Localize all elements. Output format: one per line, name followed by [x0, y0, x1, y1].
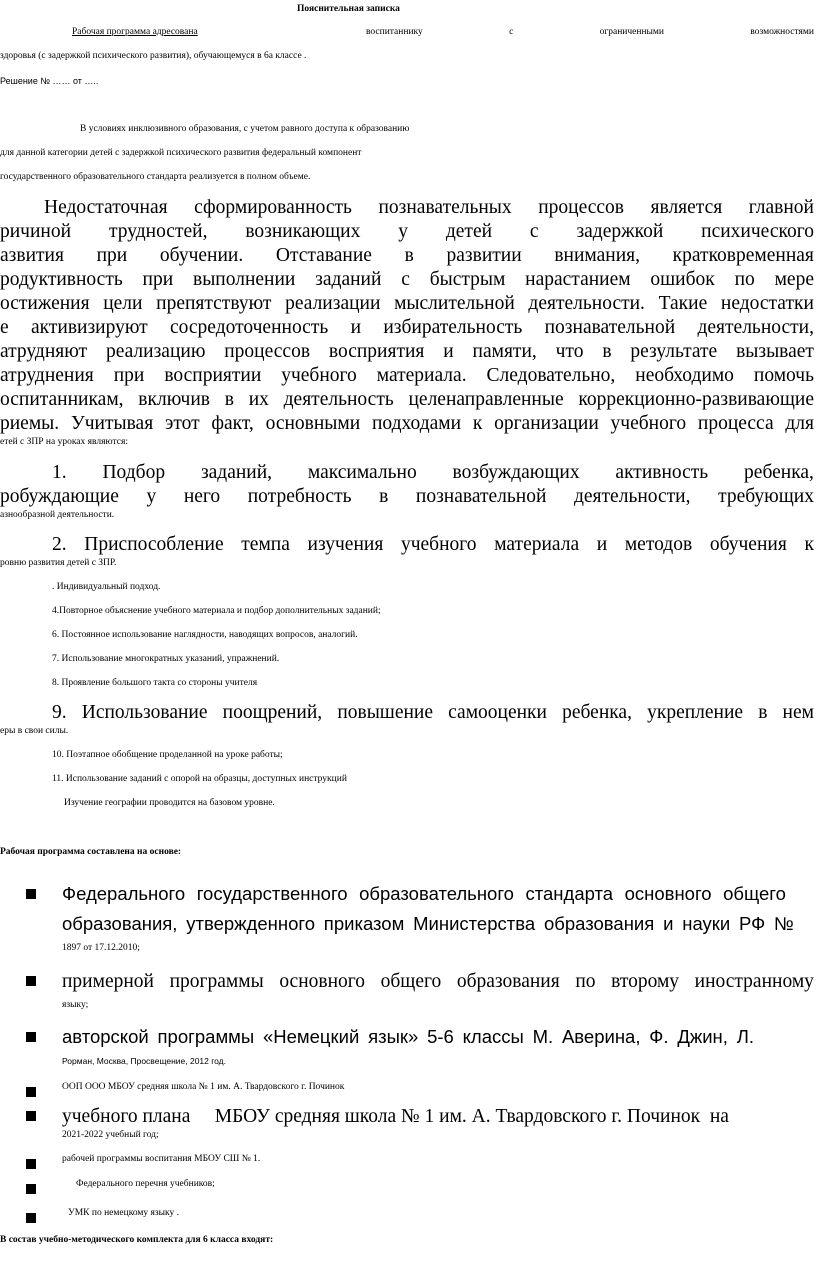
p2-line-11: етей с ЗПР на уроках являются: [0, 437, 128, 447]
p1-line-3: государственного образовательного стандарта реализуется в полном объеме. [0, 172, 311, 182]
list-item-8: 8. Проявление большого такта со стороны учителя [52, 678, 258, 688]
basis-heading: Рабочая программа составлена на основе: [0, 847, 182, 857]
basis-item-3: авторской программы «Немецкий язык» 5-6 классы М. Аверина, Ф. Джин, Л. [62, 1026, 754, 1047]
list-item-9-cont: еры в свои силы. [0, 726, 69, 736]
p2-line-3: азвития при обучении. Отставание в развитии внимания, кратковременная [0, 245, 814, 266]
list-item-9: 9. Использование поощрений, повышение самооценки ребенка, укрепление в нем [52, 702, 814, 723]
p2-line-4: родуктивность при выполнении заданий с быстрым нарастанием ошибок по мере [0, 269, 814, 290]
list-item-4: 4.Повторное объяснение учебного материала и подбор дополнительных заданий; [52, 606, 381, 616]
intro-underlined: Рабочая программа адресована [72, 27, 198, 37]
bullet-icon [26, 1213, 36, 1223]
p2-line-5: остижения цели препятствуют реализации мыслительной деятельности. Такие недостатки [0, 293, 814, 314]
list-item-1: 1. Подбор заданий, максимально возбуждающих активность ребенка, [52, 462, 814, 483]
list-item-2-cont: ровню развития детей с ЗПР. [0, 558, 117, 568]
basis-item-7: Федерального перечня учебников; [76, 1179, 215, 1189]
p2-line-2: ричиной трудностей, возникающих у детей с задержкой психического [0, 221, 814, 242]
basis-item-2: примерной программы основного общего образования по второму иностранному [62, 971, 814, 992]
p2-line-10: риемы. Учитывая этот факт, основными подходами к организации учебного процесса для [0, 413, 814, 434]
list-item-7: 7. Использование многократных указаний, упражнений. [52, 654, 280, 664]
basis-item-4: ООП ООО МБОУ средняя школа № 1 им. А. Твардовского г. Починок [62, 1082, 345, 1092]
list-item-11: 11. Использование заданий с опорой на образцы, доступных инструкций [52, 774, 347, 784]
basis-item-6: рабочей программы воспитания МБОУ СШ № 1. [62, 1154, 261, 1164]
p2-line-8: атруднения при восприятии учебного материала. Следовательно, необходимо помочь [0, 365, 814, 386]
p2-line-7: атрудняют реализацию процессов восприятия и памяти, что в результате вызывает [0, 341, 814, 362]
p2-line-6: е активизируют сосредоточенность и избирательность познавательной деятельности, [0, 317, 814, 338]
bullet-icon [26, 976, 36, 986]
bullet-icon [26, 1111, 36, 1121]
basis-item-1-cont2: 1897 от 17.12.2010; [62, 943, 140, 953]
list-item-1-cont2: азнообразной деятельности. [0, 510, 115, 520]
intro-line-2: здоровья (с задержкой психического развития), обучающемуся в 6а классе . [0, 51, 307, 61]
intro-rest: воспитаннику с ограниченными возможностями [366, 27, 814, 37]
p2-line-1: Недостаточная сформированность познавательных процессов является главной [44, 197, 814, 218]
list-item-6: 6. Постоянное использование наглядности, наводящих вопросов, аналогий. [52, 630, 358, 640]
list-item-2: 2. Приспособление темпа изучения учебного материала и методов обучения к [52, 534, 814, 555]
decision-line: Решение № …… от ….. [0, 76, 99, 86]
list-item-1-cont: робуждающие у него потребность в познавательной деятельности, требующих [0, 486, 814, 507]
list-item-3: . Индивидуальный подход. [52, 582, 161, 592]
bullet-icon [26, 1032, 36, 1042]
bullet-icon [26, 1087, 36, 1097]
basis-item-1: Федерального государственного образовательного стандарта основного общего [62, 883, 786, 904]
basis-item-1-cont: образования, утвержденного приказом Министерства образования и науки РФ № [62, 913, 794, 934]
basis-item-8: УМК по немецкому языку . [68, 1208, 180, 1218]
bullet-icon [26, 1184, 36, 1194]
geography-note: Изучение географии проводится на базовом уровне. [64, 798, 275, 808]
final-heading: В состав учебно-методического комплекта для 6 класса входят: [0, 1235, 274, 1245]
bullet-icon [26, 889, 36, 899]
p1-line-1: В условиях инклюзивного образования, с учетом равного доступа к образованию [80, 124, 410, 134]
basis-item-5-cont: 2021-2022 учебный год; [62, 1130, 159, 1140]
basis-item-3-cont: Рорман, Москва, Просвещение, 2012 год. [62, 1056, 227, 1066]
list-item-10: 10. Поэтапное обобщение проделанной на уроке работы; [52, 750, 283, 760]
basis-item-5: учебного плана МБОУ средняя школа № 1 им. А. Твардовского г. Починок на [62, 1106, 729, 1127]
page-title: Пояснительная записка [297, 4, 400, 14]
bullet-icon [26, 1159, 36, 1169]
p2-line-9: оспитанникам, включив в их деятельность целенаправленные коррекционно-развивающие [0, 389, 814, 410]
basis-item-2-cont: языку; [62, 1000, 89, 1010]
p1-line-2: для данной категории детей с задержкой психического развития федеральный компонент [0, 148, 362, 158]
